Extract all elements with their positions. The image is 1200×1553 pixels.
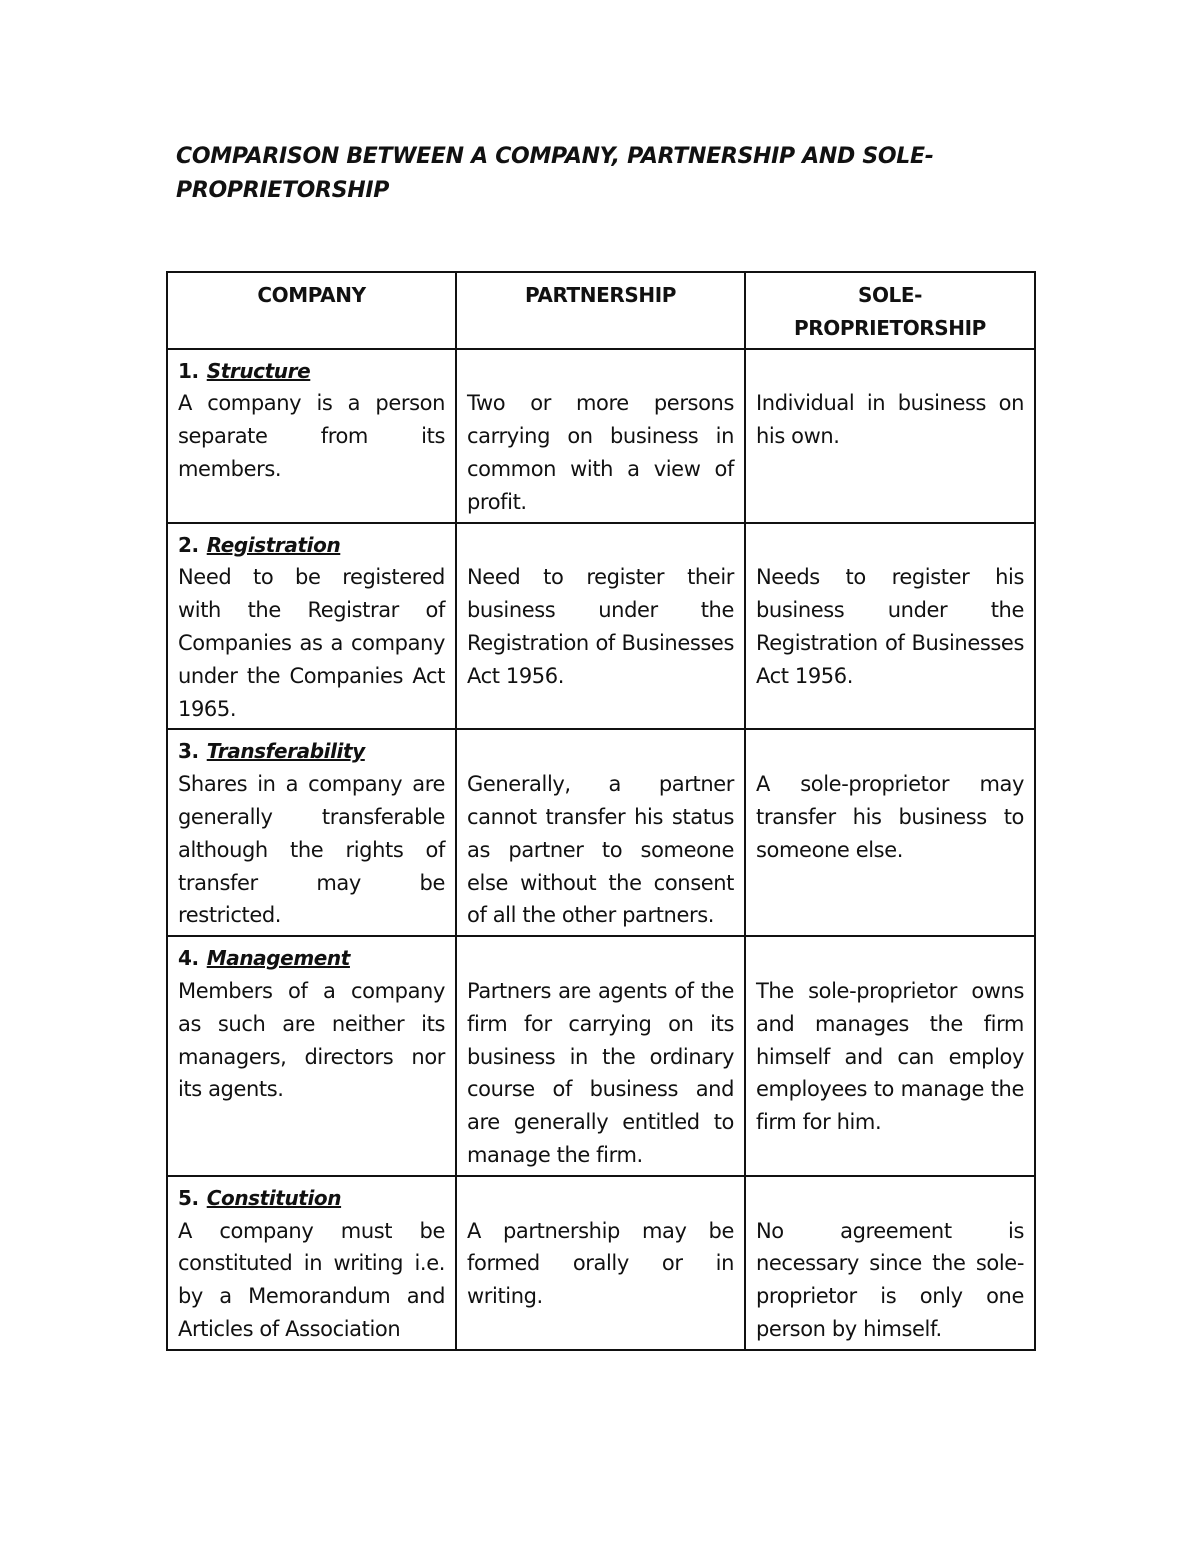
partnership-cell xyxy=(456,936,745,1176)
section-number: 4. xyxy=(178,946,199,971)
section-heading xyxy=(178,1182,445,1215)
partnership-text: Need to register their business under the Registration of Businesses Act 1956. xyxy=(467,565,734,688)
sole-text: The sole-proprietor owns and manages the firm himself and can employ employees to manage the firm for him. xyxy=(756,978,1024,1135)
company-text: Shares in a company are generally transferable although the rights of transfer may be restricted. xyxy=(178,772,445,928)
partnership-text: Partners are agents of the firm for carrying on its business in the ordinary course of business and are generally entitled to manage the firm. xyxy=(467,978,734,1167)
company-cell xyxy=(167,523,456,730)
sole-cell xyxy=(745,936,1035,1176)
sole-cell xyxy=(745,349,1035,523)
company-text: Need to be registered with the Registrar of Companies as a company under the Companies Act 1965. xyxy=(178,565,445,721)
section-number: 5. xyxy=(178,1185,199,1210)
section-label: Structure xyxy=(206,358,311,383)
table-row xyxy=(167,1176,1035,1350)
partnership-text: Two or more persons carrying on business in common with a view of profit. xyxy=(467,391,734,514)
company-text: A company must be constituted in writing i.e. by a Memorandum and Articles of Association xyxy=(178,1218,445,1341)
header-partnership: PARTNERSHIP xyxy=(456,272,745,349)
company-cell xyxy=(167,729,456,936)
sole-cell xyxy=(745,729,1035,936)
sole-cell xyxy=(745,523,1035,730)
section-label: Constitution xyxy=(206,1185,342,1210)
table-header-row xyxy=(167,272,1035,349)
document-title: COMPARISON BETWEEN A COMPANY, PARTNERSHIP AND SOLE-PROPRIETORSHIP xyxy=(176,144,934,203)
sole-text: No agreement is necessary since the sole-proprietor is only one person by himself. xyxy=(756,1218,1024,1341)
section-number: 3. xyxy=(178,739,199,764)
section-label: Registration xyxy=(206,532,341,557)
section-label: Management xyxy=(206,946,350,971)
company-text: Members of a company as such are neither its managers, directors nor its agents. xyxy=(178,978,445,1102)
header-company: COMPANY xyxy=(167,272,456,349)
header-sole-proprietorship-rest: PROPRIETORSHIP xyxy=(794,315,986,340)
section-number: 1. xyxy=(178,358,199,383)
sole-text: A sole-proprietor may transfer his business to someone else. xyxy=(756,772,1024,862)
table-row xyxy=(167,936,1035,1176)
partnership-cell xyxy=(456,523,745,730)
partnership-cell xyxy=(456,349,745,523)
section-heading xyxy=(178,942,445,975)
sole-text: Needs to register his business under the Registration of Businesses Act 1956. xyxy=(756,565,1024,688)
company-text: A company is a person separate from its members. xyxy=(178,391,445,481)
partnership-cell xyxy=(456,1176,745,1350)
comparison-table xyxy=(166,271,1036,1351)
section-heading xyxy=(178,529,445,562)
sole-cell xyxy=(745,1176,1035,1350)
company-cell xyxy=(167,349,456,523)
section-number: 2. xyxy=(178,532,199,557)
section-heading xyxy=(178,355,445,388)
company-cell xyxy=(167,1176,456,1350)
header-sole-proprietorship: SOLE- PROPRIETORSHIP xyxy=(745,272,1035,349)
table-row xyxy=(167,349,1035,523)
table-row xyxy=(167,523,1035,730)
partnership-text: Generally, a partner cannot transfer his status as partner to someone else without the consent of all the other partners. xyxy=(467,772,734,928)
table-row xyxy=(167,729,1035,936)
section-label: Transferability xyxy=(206,739,365,764)
partnership-text: A partnership may be formed orally or in writing. xyxy=(467,1218,734,1309)
sole-text: Individual in business on his own. xyxy=(756,391,1024,449)
section-heading xyxy=(178,735,445,768)
company-cell xyxy=(167,936,456,1176)
partnership-cell xyxy=(456,729,745,936)
